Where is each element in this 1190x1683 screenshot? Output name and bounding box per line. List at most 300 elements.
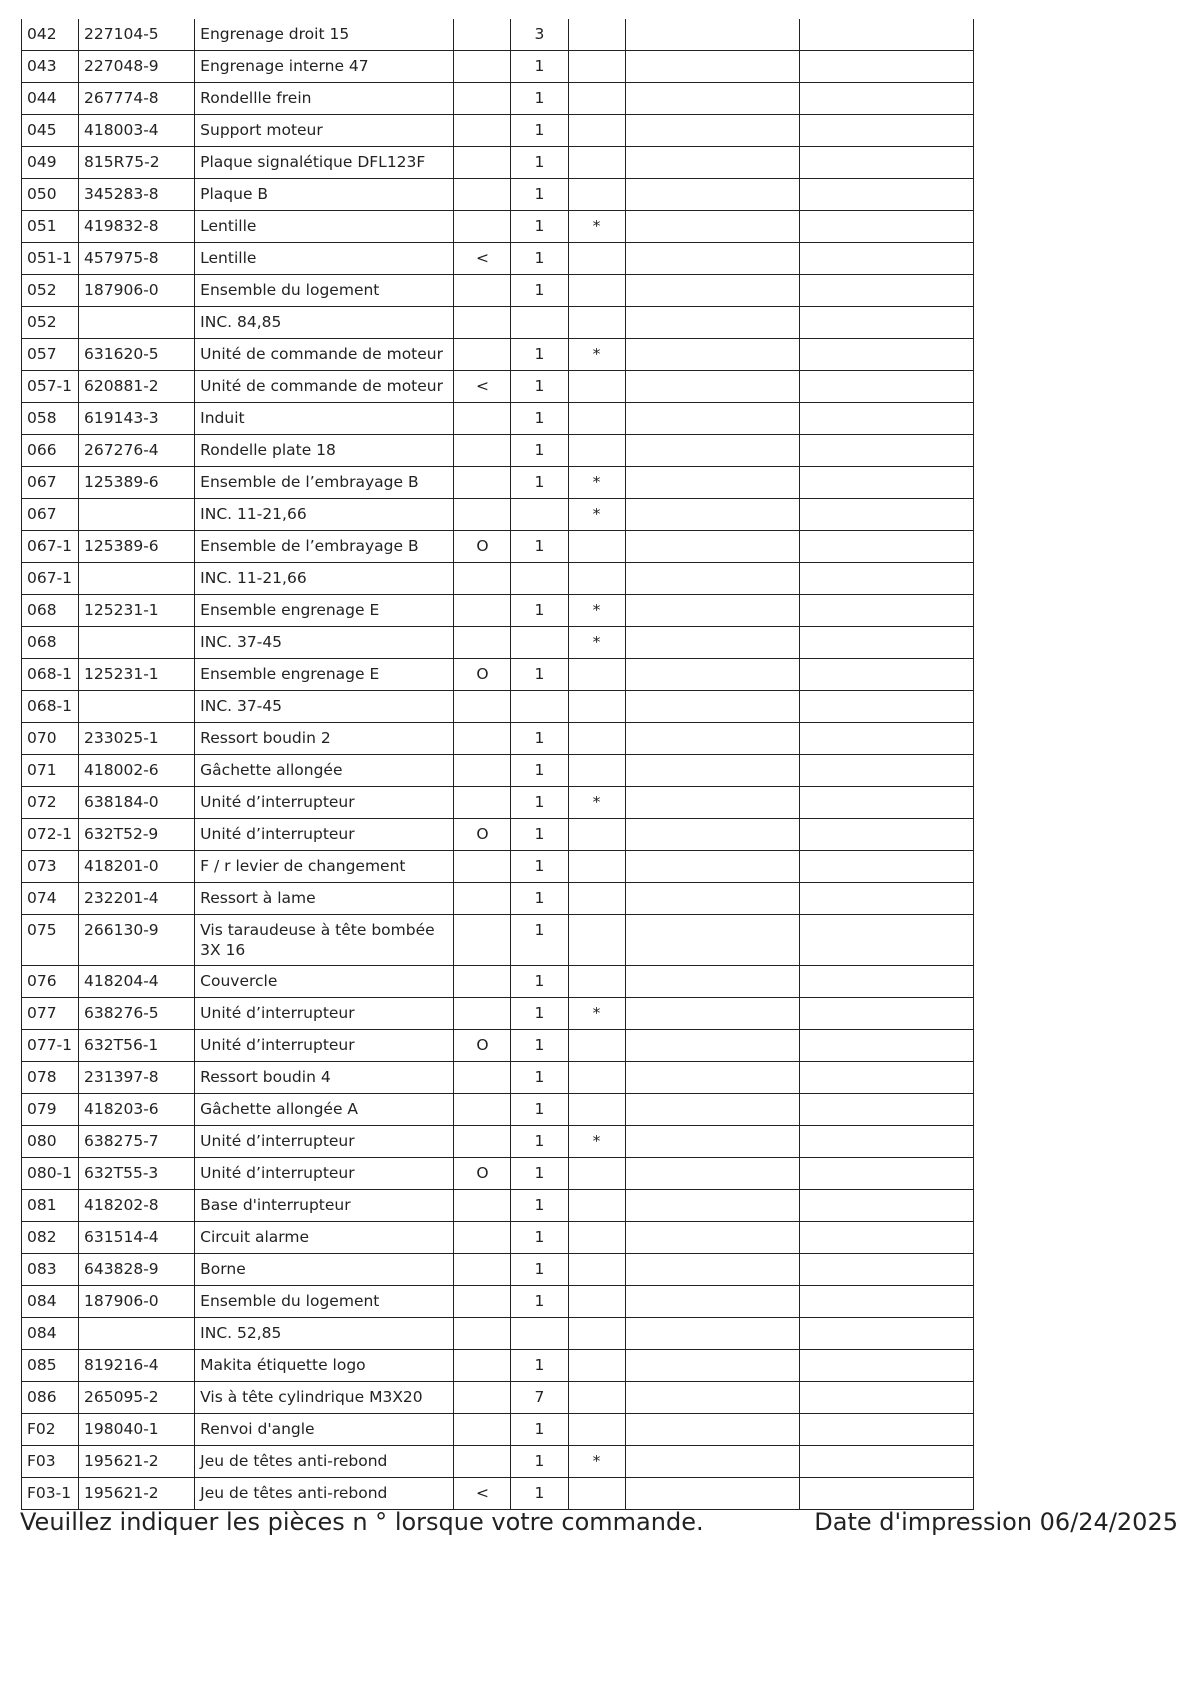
part-reference-cell: 232201-4	[79, 883, 195, 915]
table-row	[22, 403, 974, 435]
part-description-cell: INC. 52,85	[195, 1318, 454, 1350]
empty-cell	[625, 1126, 799, 1158]
empty-cell	[799, 307, 973, 339]
star-mark-cell: *	[568, 787, 625, 819]
note-mark-cell	[454, 563, 511, 595]
item-number-cell: 050	[22, 179, 79, 211]
part-reference-cell: 632T56-1	[79, 1030, 195, 1062]
star-mark-cell	[568, 1158, 625, 1190]
item-number-cell: 072-1	[22, 819, 79, 851]
note-mark-cell	[454, 1062, 511, 1094]
part-description-cell: Unité d’interrupteur	[195, 1158, 454, 1190]
note-mark-cell	[454, 723, 511, 755]
empty-cell	[625, 1094, 799, 1126]
empty-cell	[625, 1350, 799, 1382]
table-row	[22, 19, 974, 51]
note-mark-cell	[454, 339, 511, 371]
quantity-cell	[511, 627, 568, 659]
note-mark-cell	[454, 147, 511, 179]
star-mark-cell	[568, 1478, 625, 1510]
quantity-cell: 1	[511, 755, 568, 787]
item-number-cell: 071	[22, 755, 79, 787]
part-description-cell: Vis à tête cylindrique M3X20	[195, 1382, 454, 1414]
item-number-cell: 066	[22, 435, 79, 467]
item-number-cell: 068-1	[22, 659, 79, 691]
item-number-cell: 076	[22, 966, 79, 998]
star-mark-cell	[568, 115, 625, 147]
empty-cell	[799, 851, 973, 883]
note-mark-cell	[454, 115, 511, 147]
part-reference-cell: 457975-8	[79, 243, 195, 275]
item-number-cell: 044	[22, 83, 79, 115]
empty-cell	[799, 915, 973, 966]
empty-cell	[625, 1030, 799, 1062]
part-description-cell: Lentille	[195, 243, 454, 275]
empty-cell	[625, 1414, 799, 1446]
quantity-cell: 1	[511, 211, 568, 243]
table-row	[22, 787, 974, 819]
note-mark-cell: <	[454, 1478, 511, 1510]
part-description-cell: Support moteur	[195, 115, 454, 147]
table-row	[22, 1254, 974, 1286]
note-mark-cell	[454, 499, 511, 531]
part-reference-cell	[79, 499, 195, 531]
table-row	[22, 147, 974, 179]
table-row	[22, 1382, 974, 1414]
quantity-cell: 1	[511, 83, 568, 115]
item-number-cell: 077-1	[22, 1030, 79, 1062]
table-row	[22, 1094, 974, 1126]
part-reference-cell	[79, 627, 195, 659]
empty-cell	[625, 467, 799, 499]
item-number-cell: 078	[22, 1062, 79, 1094]
part-description-cell: Jeu de têtes anti-rebond	[195, 1446, 454, 1478]
star-mark-cell	[568, 147, 625, 179]
table-row	[22, 1286, 974, 1318]
part-description-cell: Rondelle plate 18	[195, 435, 454, 467]
item-number-cell: 084	[22, 1286, 79, 1318]
empty-cell	[799, 467, 973, 499]
part-reference-cell: 195621-2	[79, 1478, 195, 1510]
note-mark-cell	[454, 595, 511, 627]
item-number-cell: 086	[22, 1382, 79, 1414]
item-number-cell: 080	[22, 1126, 79, 1158]
part-description-cell: Ressort à lame	[195, 883, 454, 915]
quantity-cell: 1	[511, 403, 568, 435]
empty-cell	[625, 819, 799, 851]
part-description-cell: Jeu de têtes anti-rebond	[195, 1478, 454, 1510]
empty-cell	[799, 1254, 973, 1286]
star-mark-cell	[568, 83, 625, 115]
parts-table	[21, 19, 974, 1510]
quantity-cell: 1	[511, 147, 568, 179]
part-description-cell: INC. 37-45	[195, 691, 454, 723]
part-reference-cell: 233025-1	[79, 723, 195, 755]
part-description-cell: Unité d’interrupteur	[195, 1030, 454, 1062]
empty-cell	[799, 403, 973, 435]
star-mark-cell	[568, 1318, 625, 1350]
part-description-cell: Ensemble de l’embrayage B	[195, 467, 454, 499]
empty-cell	[799, 659, 973, 691]
note-mark-cell	[454, 851, 511, 883]
star-mark-cell	[568, 966, 625, 998]
part-reference-cell: 643828-9	[79, 1254, 195, 1286]
empty-cell	[799, 1446, 973, 1478]
item-number-cell: 052	[22, 307, 79, 339]
quantity-cell	[511, 691, 568, 723]
part-description-cell: Ensemble du logement	[195, 275, 454, 307]
empty-cell	[799, 883, 973, 915]
item-number-cell: 067	[22, 467, 79, 499]
empty-cell	[625, 563, 799, 595]
empty-cell	[799, 1286, 973, 1318]
part-description-cell: Ensemble engrenage E	[195, 659, 454, 691]
empty-cell	[799, 755, 973, 787]
item-number-cell: 084	[22, 1318, 79, 1350]
star-mark-cell	[568, 531, 625, 563]
empty-cell	[625, 339, 799, 371]
part-description-cell: Plaque signalétique DFL123F	[195, 147, 454, 179]
star-mark-cell	[568, 659, 625, 691]
empty-cell	[799, 371, 973, 403]
part-reference-cell: 267276-4	[79, 435, 195, 467]
order-note: Veuillez indiquer les pièces n ° lorsque votre commande.	[20, 1508, 704, 1536]
table-row	[22, 883, 974, 915]
part-reference-cell: 187906-0	[79, 275, 195, 307]
part-reference-cell: 638276-5	[79, 998, 195, 1030]
part-reference-cell: 632T52-9	[79, 819, 195, 851]
table-row	[22, 51, 974, 83]
part-description-cell: Gâchette allongée A	[195, 1094, 454, 1126]
quantity-cell: 1	[511, 723, 568, 755]
quantity-cell: 1	[511, 1158, 568, 1190]
part-reference-cell: 231397-8	[79, 1062, 195, 1094]
table-row	[22, 115, 974, 147]
quantity-cell: 1	[511, 51, 568, 83]
note-mark-cell	[454, 1446, 511, 1478]
quantity-cell	[511, 499, 568, 531]
part-description-cell: Lentille	[195, 211, 454, 243]
table-row	[22, 1222, 974, 1254]
star-mark-cell: *	[568, 627, 625, 659]
empty-cell	[625, 499, 799, 531]
note-mark-cell	[454, 1318, 511, 1350]
table-row	[22, 1478, 974, 1510]
star-mark-cell	[568, 1254, 625, 1286]
table-row	[22, 435, 974, 467]
table-row	[22, 563, 974, 595]
item-number-cell: 082	[22, 1222, 79, 1254]
note-mark-cell	[454, 755, 511, 787]
empty-cell	[799, 563, 973, 595]
empty-cell	[799, 1222, 973, 1254]
note-mark-cell	[454, 19, 511, 51]
star-mark-cell	[568, 691, 625, 723]
quantity-cell: 1	[511, 1094, 568, 1126]
part-description-cell: INC. 11-21,66	[195, 499, 454, 531]
part-reference-cell: 819216-4	[79, 1350, 195, 1382]
item-number-cell: 067-1	[22, 563, 79, 595]
empty-cell	[625, 1478, 799, 1510]
part-reference-cell: 631620-5	[79, 339, 195, 371]
quantity-cell: 1	[511, 851, 568, 883]
empty-cell	[625, 1190, 799, 1222]
item-number-cell: F02	[22, 1414, 79, 1446]
part-description-cell: Unité d’interrupteur	[195, 998, 454, 1030]
note-mark-cell	[454, 83, 511, 115]
quantity-cell: 1	[511, 1126, 568, 1158]
part-reference-cell: 418202-8	[79, 1190, 195, 1222]
print-date: Date d'impression 06/24/2025	[814, 1508, 1178, 1536]
empty-cell	[799, 435, 973, 467]
empty-cell	[625, 1062, 799, 1094]
part-reference-cell: 631514-4	[79, 1222, 195, 1254]
item-number-cell: 058	[22, 403, 79, 435]
empty-cell	[799, 275, 973, 307]
empty-cell	[625, 307, 799, 339]
table-row	[22, 691, 974, 723]
empty-cell	[625, 1222, 799, 1254]
quantity-cell: 1	[511, 115, 568, 147]
star-mark-cell	[568, 1030, 625, 1062]
part-description-cell: Ressort boudin 4	[195, 1062, 454, 1094]
note-mark-cell: <	[454, 243, 511, 275]
quantity-cell: 1	[511, 1254, 568, 1286]
empty-cell	[799, 1350, 973, 1382]
table-row	[22, 966, 974, 998]
part-description-cell: Makita étiquette logo	[195, 1350, 454, 1382]
star-mark-cell	[568, 243, 625, 275]
quantity-cell: 1	[511, 1446, 568, 1478]
table-row	[22, 1350, 974, 1382]
item-number-cell: 043	[22, 51, 79, 83]
empty-cell	[625, 755, 799, 787]
quantity-cell: 3	[511, 19, 568, 51]
note-mark-cell	[454, 467, 511, 499]
table-row	[22, 339, 974, 371]
star-mark-cell	[568, 1190, 625, 1222]
part-description-cell: Ressort boudin 2	[195, 723, 454, 755]
empty-cell	[799, 1030, 973, 1062]
part-description-cell: Rondellle frein	[195, 83, 454, 115]
note-mark-cell	[454, 1222, 511, 1254]
item-number-cell: 042	[22, 19, 79, 51]
part-description-cell: Ensemble de l’embrayage B	[195, 531, 454, 563]
note-mark-cell	[454, 1414, 511, 1446]
star-mark-cell	[568, 1062, 625, 1094]
table-row	[22, 211, 974, 243]
part-reference-cell	[79, 563, 195, 595]
quantity-cell	[511, 563, 568, 595]
empty-cell	[625, 1318, 799, 1350]
quantity-cell: 1	[511, 1414, 568, 1446]
note-mark-cell: O	[454, 819, 511, 851]
table-row	[22, 1158, 974, 1190]
table-row	[22, 1318, 974, 1350]
note-mark-cell	[454, 179, 511, 211]
empty-cell	[625, 115, 799, 147]
part-reference-cell: 418203-6	[79, 1094, 195, 1126]
part-description-cell: Plaque B	[195, 179, 454, 211]
part-description-cell: Induit	[195, 403, 454, 435]
table-row	[22, 595, 974, 627]
empty-cell	[625, 659, 799, 691]
note-mark-cell	[454, 307, 511, 339]
empty-cell	[799, 1478, 973, 1510]
empty-cell	[799, 499, 973, 531]
star-mark-cell	[568, 723, 625, 755]
quantity-cell: 1	[511, 595, 568, 627]
quantity-cell: 1	[511, 1286, 568, 1318]
star-mark-cell: *	[568, 499, 625, 531]
quantity-cell: 1	[511, 1222, 568, 1254]
item-number-cell: 083	[22, 1254, 79, 1286]
empty-cell	[799, 1318, 973, 1350]
item-number-cell: 051	[22, 211, 79, 243]
star-mark-cell	[568, 435, 625, 467]
quantity-cell: 1	[511, 1190, 568, 1222]
part-reference-cell: 418002-6	[79, 755, 195, 787]
note-mark-cell	[454, 1126, 511, 1158]
part-description-cell: Circuit alarme	[195, 1222, 454, 1254]
empty-cell	[799, 339, 973, 371]
star-mark-cell	[568, 851, 625, 883]
quantity-cell: 1	[511, 1062, 568, 1094]
table-row	[22, 1190, 974, 1222]
empty-cell	[625, 627, 799, 659]
star-mark-cell	[568, 755, 625, 787]
part-reference-cell: 619143-3	[79, 403, 195, 435]
part-reference-cell: 418003-4	[79, 115, 195, 147]
table-row	[22, 851, 974, 883]
part-reference-cell: 187906-0	[79, 1286, 195, 1318]
item-number-cell: 075	[22, 915, 79, 966]
item-number-cell: 067-1	[22, 531, 79, 563]
part-reference-cell: 227048-9	[79, 51, 195, 83]
part-description-cell: Unité d’interrupteur	[195, 819, 454, 851]
note-mark-cell	[454, 275, 511, 307]
star-mark-cell	[568, 915, 625, 966]
quantity-cell: 1	[511, 275, 568, 307]
empty-cell	[625, 435, 799, 467]
star-mark-cell	[568, 403, 625, 435]
star-mark-cell	[568, 179, 625, 211]
empty-cell	[625, 371, 799, 403]
part-description-cell: INC. 11-21,66	[195, 563, 454, 595]
empty-cell	[625, 851, 799, 883]
empty-cell	[625, 243, 799, 275]
empty-cell	[799, 83, 973, 115]
quantity-cell: 1	[511, 915, 568, 966]
table-row	[22, 915, 974, 966]
empty-cell	[799, 1062, 973, 1094]
empty-cell	[799, 595, 973, 627]
empty-cell	[625, 19, 799, 51]
note-mark-cell: <	[454, 371, 511, 403]
table-row	[22, 819, 974, 851]
star-mark-cell	[568, 1222, 625, 1254]
empty-cell	[799, 819, 973, 851]
note-mark-cell	[454, 403, 511, 435]
part-reference-cell: 815R75-2	[79, 147, 195, 179]
item-number-cell: 051-1	[22, 243, 79, 275]
part-reference-cell: 638275-7	[79, 1126, 195, 1158]
part-reference-cell: 265095-2	[79, 1382, 195, 1414]
empty-cell	[625, 1446, 799, 1478]
table-row	[22, 467, 974, 499]
star-mark-cell	[568, 1094, 625, 1126]
part-reference-cell: 125389-6	[79, 467, 195, 499]
empty-cell	[625, 723, 799, 755]
star-mark-cell	[568, 1414, 625, 1446]
item-number-cell: 072	[22, 787, 79, 819]
part-reference-cell: 419832-8	[79, 211, 195, 243]
table-row	[22, 1030, 974, 1062]
parts-table-body	[22, 19, 974, 1510]
item-number-cell: 045	[22, 115, 79, 147]
note-mark-cell: O	[454, 531, 511, 563]
empty-cell	[799, 1126, 973, 1158]
item-number-cell: 067	[22, 499, 79, 531]
part-description-cell: Engrenage droit 15	[195, 19, 454, 51]
item-number-cell: 073	[22, 851, 79, 883]
note-mark-cell	[454, 1254, 511, 1286]
table-row	[22, 998, 974, 1030]
empty-cell	[799, 211, 973, 243]
table-row	[22, 83, 974, 115]
quantity-cell: 1	[511, 787, 568, 819]
note-mark-cell	[454, 915, 511, 966]
item-number-cell: 068	[22, 595, 79, 627]
item-number-cell: 080-1	[22, 1158, 79, 1190]
item-number-cell: F03-1	[22, 1478, 79, 1510]
empty-cell	[625, 883, 799, 915]
part-description-cell: Vis taraudeuse à tête bombée 3X 16	[195, 915, 454, 966]
table-row	[22, 1414, 974, 1446]
part-reference-cell	[79, 691, 195, 723]
part-reference-cell: 125231-1	[79, 595, 195, 627]
note-mark-cell	[454, 1350, 511, 1382]
table-row	[22, 627, 974, 659]
item-number-cell: 057-1	[22, 371, 79, 403]
star-mark-cell	[568, 19, 625, 51]
quantity-cell: 1	[511, 998, 568, 1030]
empty-cell	[799, 115, 973, 147]
quantity-cell: 7	[511, 1382, 568, 1414]
table-row	[22, 659, 974, 691]
empty-cell	[625, 531, 799, 563]
item-number-cell: 049	[22, 147, 79, 179]
part-description-cell: Unité d’interrupteur	[195, 787, 454, 819]
quantity-cell: 1	[511, 243, 568, 275]
part-reference-cell: 345283-8	[79, 179, 195, 211]
empty-cell	[625, 1286, 799, 1318]
star-mark-cell: *	[568, 467, 625, 499]
part-reference-cell: 125389-6	[79, 531, 195, 563]
table-row	[22, 531, 974, 563]
star-mark-cell	[568, 1382, 625, 1414]
quantity-cell: 1	[511, 1030, 568, 1062]
part-description-cell: Renvoi d'angle	[195, 1414, 454, 1446]
empty-cell	[799, 966, 973, 998]
table-row	[22, 371, 974, 403]
part-reference-cell	[79, 1318, 195, 1350]
table-row	[22, 723, 974, 755]
empty-cell	[625, 179, 799, 211]
part-description-cell: Engrenage interne 47	[195, 51, 454, 83]
empty-cell	[799, 787, 973, 819]
star-mark-cell: *	[568, 595, 625, 627]
